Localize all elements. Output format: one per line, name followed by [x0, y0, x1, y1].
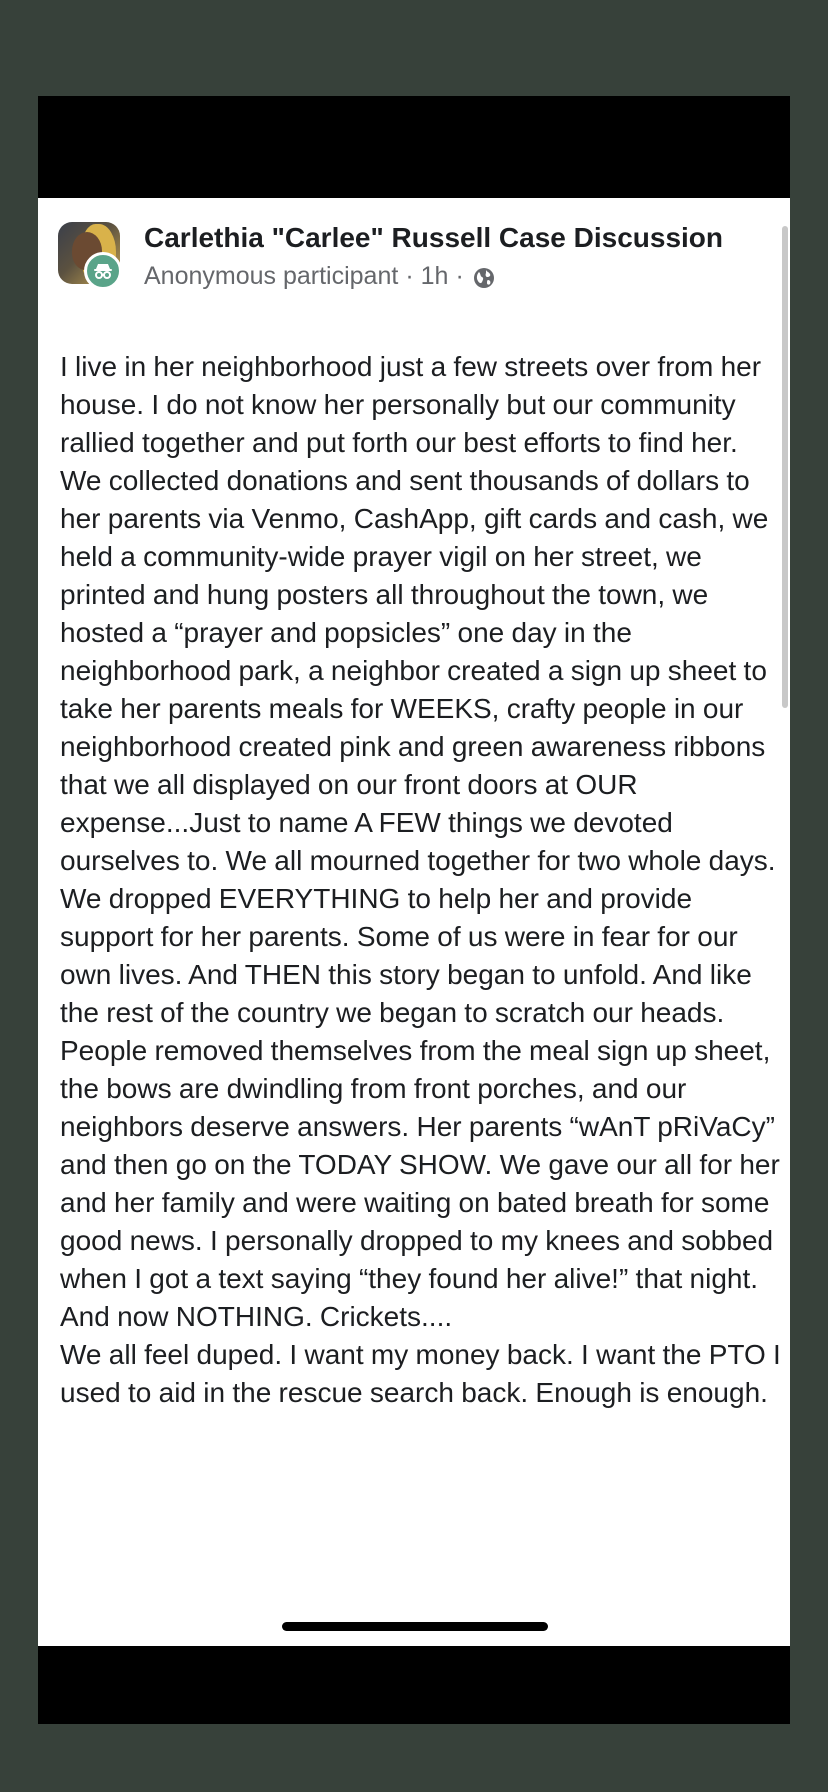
author-name[interactable]: Anonymous participant	[144, 262, 399, 290]
globe-icon	[473, 265, 495, 287]
post-meta	[144, 260, 764, 292]
meta-separator: ·	[405, 262, 414, 290]
post-time[interactable]: 1h	[420, 262, 449, 290]
group-avatar[interactable]	[58, 222, 122, 290]
meta-separator: ·	[455, 262, 464, 290]
anonymous-participant-icon	[84, 252, 122, 290]
post-card	[38, 198, 790, 1646]
bottom-black-bar	[38, 1646, 790, 1724]
group-name-link[interactable]: Carlethia "Carlee" Russell Case Discussion	[144, 222, 724, 253]
scrollbar[interactable]	[782, 226, 788, 708]
post-header	[144, 220, 764, 292]
top-black-bar	[38, 96, 790, 198]
home-indicator[interactable]	[282, 1622, 548, 1631]
post-body-text: I live in her neighborhood just a few streets over from her house. I do not know her personally but our community rallied together and put forth our best efforts to find her. We collected donations and sent thousands of dollars to her parents via Venmo, CashApp, gift cards and cash, we held a community-wide prayer vigil on her street, we printed and hung posters all throughout the town, we hosted a “prayer and popsicles” one day in the neighborhood park, a neighbor created a sign up sheet to take her parents meals for WEEKS, crafty people in our neighborhood created pink and green awareness ribbons that we all displayed on our front doors at OUR expense...Just to name A FEW things we devoted ourselves to. We all mourned together for two whole days. We dropped EVERYTHING to help her and provide support for her parents. Some of us were in fear for our own lives. And THEN this story began to unfold. And like the rest of the country we began to scratch our heads. People removed themselves from the meal sign up sheet, the bows are dwindling from front porches, and our neighbors deserve answers. Her parents “wAnT pRiVaCy” and then go on the TODAY SHOW. We gave our all for her and her family and were waiting on bated breath for some good news. I personally dropped to my knees and sobbed when I got a text saying “they found her alive!” that night. And now NOTHING. Crickets.... We all feel duped. I want my money back. I want the PTO I used to aid in the rescue search back. Enough is enough.	[60, 351, 781, 1408]
